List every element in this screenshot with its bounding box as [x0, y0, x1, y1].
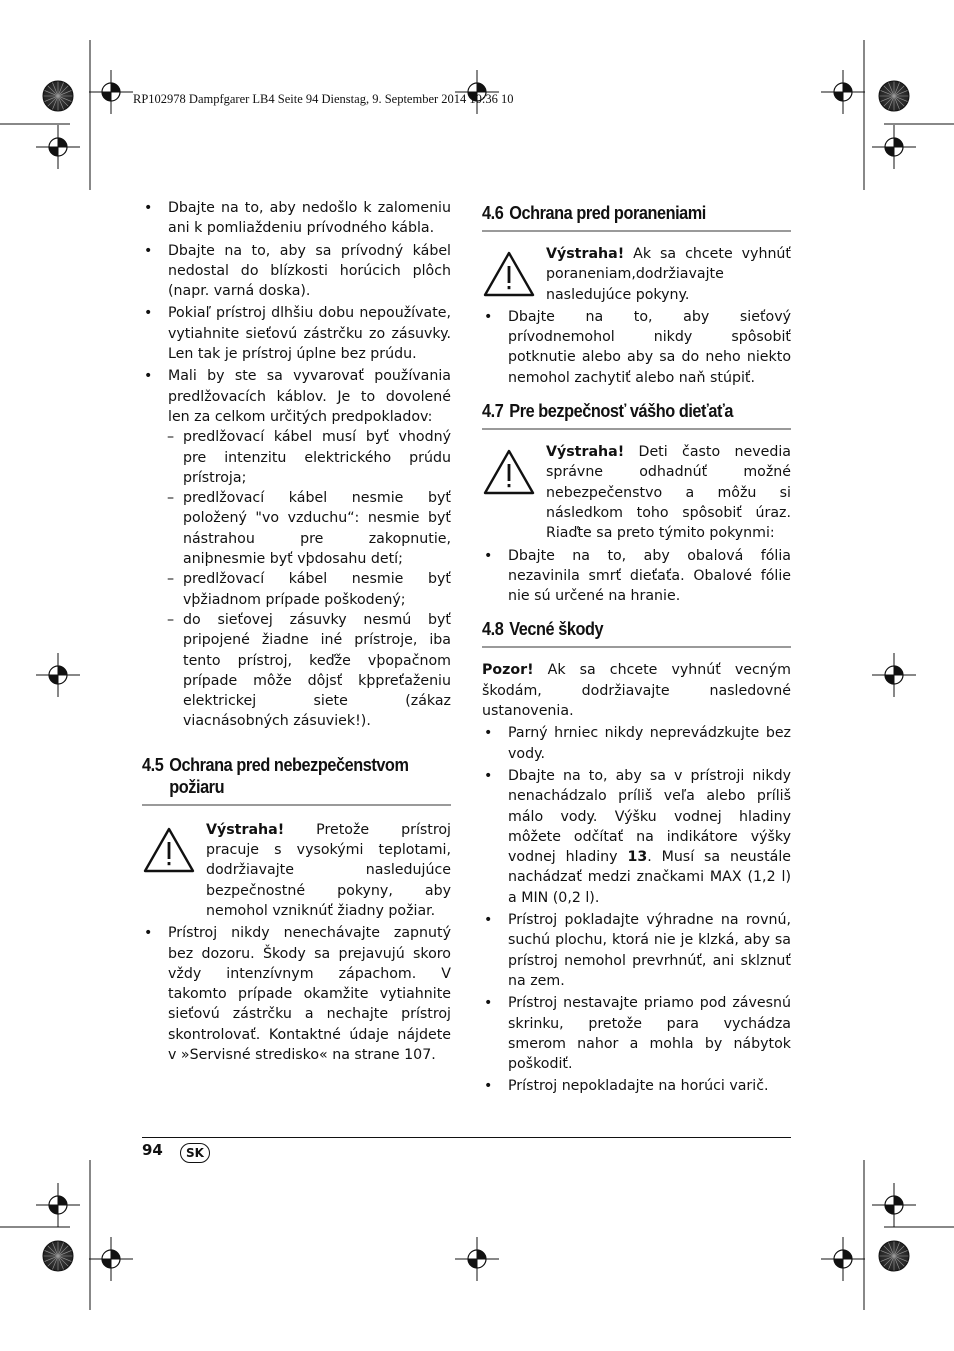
- section-title: 4.5 Ochrana pred nebezpečenstvom: [142, 753, 409, 775]
- part-reference: 13: [627, 849, 648, 866]
- dash-item: – predlžovací kábel nesmie byť vþžiadnom prípade poškodený;: [167, 569, 451, 610]
- warning-block: [482, 442, 791, 543]
- extension-cable-intro: Mali by ste sa vyvarovať používania predlžovacích káblov. Je to dovolené len za celkom určitých predpokladov:: [168, 368, 451, 425]
- section-number: 4.7: [482, 400, 504, 422]
- section-4-6-heading: [482, 202, 791, 232]
- warning-block: [142, 820, 451, 921]
- right-column: [482, 198, 791, 1099]
- list-item: • Dbajte na to, aby nedošlo k zalomeniu ani k pomliaždeniu prívodného kábla.: [142, 198, 451, 239]
- caution-label: Pozor!: [482, 662, 534, 679]
- print-header: RP102978 Dampfgarer LB4 Seite 94 Dienstag, 9. September 2014 10:36 10: [133, 92, 514, 106]
- warning-triangle-icon: [482, 250, 536, 298]
- section-number: 4.5: [142, 753, 164, 775]
- warning-triangle-icon: [142, 826, 196, 874]
- section-4-5-heading: [142, 754, 451, 806]
- dash-item: – predlžovací kábel nesmie byť položený "vo vzduchu“: nesmie byť nástrahou pre zakopnutie, aniþnesmie byť vþdosahu detí;: [167, 488, 451, 569]
- list-item: • Prístroj pokladajte výhradne na rovnú, suchú plochu, ktorá nie je klzká, aby sa prístroj nemohol prevrhnúť, ani sklznuť na zem.: [482, 910, 791, 991]
- cable-safety-list: [142, 198, 451, 732]
- list-item: • Prístroj nikdy nenechávajte zapnutý bez dozoru. Škody sa prejavujú skoro vždy intenzívnym zápachom. V takomto prípade okamžite vytiahnite sieťovú zástrčku a nechajte prístroj skontrolovať. Kontaktné údaje nájdete v »Servisné stredisko« na strane 107.: [142, 923, 451, 1065]
- dash-item: – predlžovací kábel musí byť vhodný pre intenzitu elektrického prúdu prístroja;: [167, 427, 451, 488]
- footer-rule: [142, 1137, 791, 1138]
- caution-text: Ak sa chcete vyhnúť vecným škodám, dodržiavajte nasledovné ustanovenia.: [482, 662, 791, 720]
- list-item: • Prístroj nepokladajte na horúci varič.: [482, 1076, 791, 1096]
- list-item: • Dbajte na to, aby obalová fólia nezavinila smrť dieťaťa. Obalové fólie nie sú určené na hranie.: [482, 546, 791, 607]
- section-4-8-heading: [482, 618, 791, 648]
- section-title-cont: požiaru: [169, 775, 225, 797]
- warning-label: Výstraha!: [546, 246, 625, 262]
- fire-safety-list: [142, 923, 451, 1065]
- section-title: 4.7 Pre bezpečnosť vášho dieťaťa: [482, 400, 733, 422]
- page-number: 94: [142, 1141, 163, 1159]
- list-item: • Pokiaľ prístroj dlhšiu dobu nepoužívate, vytiahnite sieťovú zástrčku zo zásuvky. Len tak je prístroj úplne bez prúdu.: [142, 303, 451, 364]
- warning-label: Výstraha!: [206, 821, 285, 838]
- section-4-7-heading: [482, 400, 791, 430]
- warning-text: Deti často nevedia správne odhadnúť možné nebezpečenstvo a môžu si následkom toho spôsobiť úraz. Riaďte sa preto týmito pokynmi:: [546, 444, 791, 542]
- property-damage-list: [482, 723, 791, 1096]
- warning-triangle-icon: [482, 448, 536, 496]
- section-number: 4.8: [482, 618, 504, 640]
- language-badge: SK: [180, 1143, 210, 1163]
- section-title: 4.6 Ochrana pred poraneniami: [482, 202, 706, 223]
- warning-text: Pretože prístroj pracuje s vysokými teplotami, dodržiavajte nasledujúce bezpečnostné pokyny, aby nemohol vzniknúť žiadny požiar.: [206, 821, 451, 919]
- left-column: [142, 198, 451, 1067]
- child-safety-list: [482, 546, 791, 607]
- dash-item: – do sieťovej zásuvky nesmú byť pripojené žiadne iné prístroje, iba tento prístroj, keďže vþopačnom prípade môže dôjsť kþpreťaženiu elektrickej siete (zákaz viacnásobných zásuviek!).: [167, 610, 451, 732]
- list-item: • Dbajte na to, aby sieťový prívodnemohol nikdy spôsobiť potknutie alebo aby sa do neho niekto nemohol zachytiť alebo naň stúpiť.: [482, 307, 791, 388]
- injury-list: [482, 307, 791, 388]
- section-title: 4.8 Vecné škody: [482, 618, 604, 640]
- list-item: • Dbajte na to, aby sa v prístroji nikdy nenachádzalo príliš veľa alebo príliš málo vody. Výšku vodnej hladiny môžete odčítať na indikátore výšky vodnej hladiny 13. Musí sa neustále nachádzať medzi značkami MAX (1,2 l) a MIN (0,2 l).: [482, 766, 791, 908]
- warning-text: Ak sa chcete vyhnúť poraneniam,dodržiavajte nasledujúce pokyny.: [546, 246, 791, 303]
- section-number: 4.6: [482, 202, 504, 223]
- list-item: • Prístroj nestavajte priamo pod závesnú skrinku, pretože para vychádza smerom nahor a mohla by nábytok poškodiť.: [482, 993, 791, 1074]
- list-item: • Dbajte na to, aby sa prívodný kábel nedostal do blízkosti horúcich plôch (napr. varná doska).: [142, 241, 451, 302]
- warning-block: [482, 244, 791, 305]
- list-item: [142, 366, 451, 731]
- extension-cable-conditions: [168, 427, 451, 731]
- warning-label: Výstraha!: [546, 444, 625, 461]
- list-item: • Parný hrniec nikdy neprevádzkujte bez vody.: [482, 723, 791, 764]
- caution-paragraph: [482, 660, 791, 721]
